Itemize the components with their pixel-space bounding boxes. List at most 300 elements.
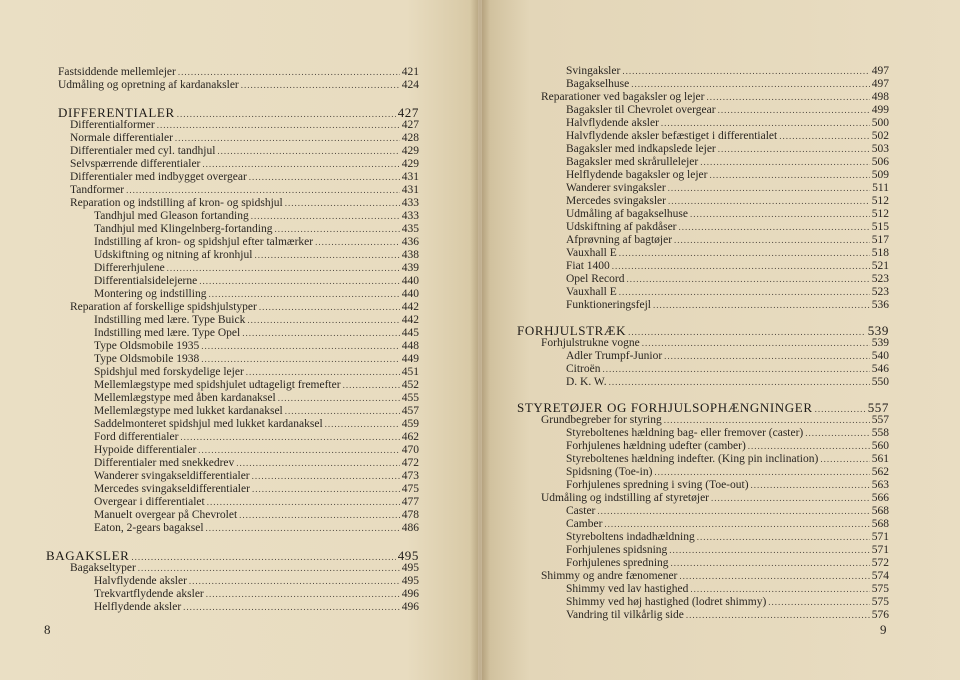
left-toc-entry [94, 288, 419, 301]
toc-entry-page: 445 [401, 327, 419, 339]
left-toc-entry [58, 66, 419, 79]
toc-entry-page: 515 [871, 221, 889, 233]
toc-entry-label: Bagaksler til Chevrolet overgear [566, 104, 716, 116]
right-toc-entry [566, 466, 889, 479]
left-toc-entry [70, 145, 419, 158]
toc-entry-page: 498 [871, 91, 889, 103]
toc-leader-dots [138, 562, 400, 575]
toc-leader-dots [246, 366, 400, 379]
toc-entry-page: 459 [401, 418, 419, 430]
toc-entry-page: 575 [871, 583, 889, 595]
right-toc-entry [566, 363, 889, 376]
toc-entry-page: 575 [871, 596, 889, 608]
toc-entry-page: 539 [871, 337, 889, 349]
toc-leader-dots [183, 601, 400, 614]
toc-entry-label: Bagakseltyper [70, 562, 136, 574]
right-toc-entry [566, 557, 889, 570]
toc-entry-page: 523 [871, 286, 889, 298]
right-toc-entry [566, 505, 889, 518]
toc-entry-label: Tandhjul med Klingelnberg-fortanding [94, 223, 273, 235]
toc-entry-label: Shimmy ved lav hastighed [566, 583, 689, 595]
toc-entry-page: 455 [401, 392, 419, 404]
toc-entry-label: Differentialer med cyl. tandhjul [70, 145, 216, 157]
toc-leader-dots [206, 522, 400, 535]
toc-leader-dots [252, 470, 400, 483]
toc-entry-label: Differentialer med snekkedrev [94, 457, 235, 469]
toc-leader-dots [779, 130, 870, 143]
right-toc-entry [566, 531, 889, 544]
right-toc-entry [566, 65, 889, 78]
toc-entry-page: 566 [871, 492, 889, 504]
left-toc-entry [94, 379, 419, 392]
toc-entry-page: 518 [871, 247, 889, 259]
toc-entry-label: Mercedes svingakseldifferentialer [94, 483, 250, 495]
toc-leader-dots [315, 236, 400, 249]
toc-entry-page: 539 [867, 323, 889, 338]
left-toc-entry [94, 327, 419, 340]
toc-leader-dots [180, 431, 399, 444]
toc-entry-label: Spidshjul med forskydelige lejer [94, 366, 244, 378]
toc-entry-page: 572 [871, 557, 889, 569]
toc-leader-dots [157, 119, 400, 132]
toc-leader-dots [661, 117, 870, 130]
toc-leader-dots [700, 156, 870, 169]
toc-entry-label: Reparation og indstilling af kron- og spidshjul [70, 197, 283, 209]
toc-entry-label: Differentialsidelejerne [94, 275, 198, 287]
toc-leader-dots [612, 260, 870, 273]
toc-entry-label: Caster [566, 505, 596, 517]
toc-leader-dots [597, 505, 869, 518]
toc-leader-dots [201, 353, 400, 366]
toc-entry-page: 557 [871, 414, 889, 426]
toc-leader-dots [631, 78, 870, 91]
left-toc-entry [70, 171, 419, 184]
left-toc-entry [94, 366, 419, 379]
left-toc-entry [94, 575, 419, 588]
toc-leader-dots [805, 427, 869, 440]
left-toc-entry [70, 132, 419, 145]
left-toc-entry [94, 249, 419, 262]
left-toc-entry [94, 444, 419, 457]
toc-leader-dots [206, 588, 400, 601]
toc-entry-label: Udskiftning af pakdåser [566, 221, 677, 233]
toc-leader-dots [175, 132, 400, 145]
left-toc-entry [94, 470, 419, 483]
toc-leader-dots [236, 457, 399, 470]
toc-entry-label: Tandformer [70, 184, 125, 196]
toc-leader-dots [178, 66, 400, 79]
toc-entry-label: Fastsiddende mellemlejer [58, 66, 176, 78]
toc-entry-page: 560 [871, 440, 889, 452]
toc-entry-label: Udmåling og opretning af kardanaksler [58, 79, 239, 91]
left-toc-entry [94, 509, 419, 522]
toc-entry-label: DIFFERENTIALER [58, 105, 175, 120]
toc-entry-page: 435 [401, 223, 419, 235]
toc-entry-label: Type Oldsmobile 1938 [94, 353, 200, 365]
toc-leader-dots [706, 91, 869, 104]
toc-leader-dots [653, 299, 870, 312]
toc-entry-page: 438 [401, 249, 419, 261]
toc-leader-dots [343, 379, 400, 392]
toc-entry-page: 574 [871, 570, 889, 582]
toc-entry-label: Halvflydende aksler befæstiget i differentialet [566, 130, 778, 142]
toc-entry-label: Udskiftning og nitning af kronhjul [94, 249, 253, 261]
toc-entry-page: 523 [871, 273, 889, 285]
toc-leader-dots [241, 79, 400, 92]
toc-entry-label: Styreboltenes hældning indefter. (King pin inclination) [566, 453, 819, 465]
right-toc-entry [566, 117, 889, 130]
toc-entry-label: Ford differentialer [94, 431, 179, 443]
left-toc-entry [94, 210, 419, 223]
toc-entry-label: Forhjulenes spredning i sving (Toe-out) [566, 479, 749, 491]
toc-entry-page: 500 [871, 117, 889, 129]
toc-entry-label: Styreboltens indadhældning [566, 531, 695, 543]
toc-leader-dots [259, 301, 400, 314]
toc-entry-label: Afprøvning af bagtøjer [566, 234, 673, 246]
toc-entry-label: Grundbegreber for styring [541, 414, 662, 426]
toc-leader-dots [679, 221, 870, 234]
toc-entry-page: 509 [871, 169, 889, 181]
toc-leader-dots [126, 184, 400, 197]
right-toc-entry [566, 583, 889, 596]
right-toc-entry [566, 440, 889, 453]
toc-leader-dots [619, 247, 870, 260]
toc-leader-dots [751, 479, 870, 492]
toc-leader-dots [239, 509, 400, 522]
left-toc-entry [94, 457, 419, 470]
right-toc-entry [566, 156, 889, 169]
right-toc-entry [566, 544, 889, 557]
toc-leader-dots [654, 466, 869, 479]
toc-entry-label: Citroën [566, 363, 601, 375]
right-toc-entry [566, 195, 889, 208]
toc-entry-label: Forhjulenes spidsning [566, 544, 668, 556]
toc-entry-page: 470 [401, 444, 419, 456]
toc-entry-page: 427 [401, 119, 419, 131]
toc-entry-label: Saddelmonteret spidshjul med lukket kardanaksel [94, 418, 323, 430]
toc-entry-page: 496 [401, 588, 419, 600]
left-toc-entry [94, 483, 419, 496]
toc-leader-dots [668, 195, 870, 208]
toc-entry-page: 424 [401, 79, 419, 91]
toc-entry-page: 576 [871, 609, 889, 621]
toc-entry-page: 472 [401, 457, 419, 469]
toc-entry-page: 442 [401, 301, 419, 313]
toc-entry-label: Bagaksler med skrårullelejer [566, 156, 699, 168]
toc-leader-dots [247, 314, 399, 327]
toc-entry-label: Udmåling af bagakselhuse [566, 208, 688, 220]
toc-leader-dots [242, 327, 400, 340]
page-number-right: 9 [880, 622, 887, 637]
left-toc-entry [94, 353, 419, 366]
toc-entry-page: 503 [871, 143, 889, 155]
toc-entry-page: 517 [871, 234, 889, 246]
toc-entry-label: Adler Trumpf-Junior [566, 350, 663, 362]
right-toc-entry [566, 376, 889, 389]
toc-leader-dots [622, 65, 869, 78]
toc-leader-dots [626, 273, 869, 286]
left-toc-entry [94, 601, 419, 614]
toc-entry-label: Normale differentialer [70, 132, 173, 144]
left-toc-entry [94, 275, 419, 288]
toc-entry-page: 571 [871, 531, 889, 543]
toc-leader-dots [690, 583, 869, 596]
toc-entry-page: 521 [871, 260, 889, 272]
toc-leader-dots [249, 171, 400, 184]
right-toc-entry [566, 518, 889, 531]
right-toc-entry [566, 273, 889, 286]
toc-entry-label: Reparationer ved bagaksler og lejer [541, 91, 705, 103]
toc-entry-page: 563 [871, 479, 889, 491]
toc-leader-dots [251, 210, 400, 223]
toc-entry-page: 536 [871, 299, 889, 311]
toc-entry-label: Indstilling med lære. Type Opel [94, 327, 241, 339]
right-toc-entry [566, 182, 889, 195]
toc-leader-dots [199, 275, 400, 288]
toc-leader-dots [167, 262, 400, 275]
toc-leader-dots [274, 223, 399, 236]
toc-leader-dots [674, 234, 870, 247]
toc-entry-label: Indstilling af kron- og spidshjul efter talmærker [94, 236, 314, 248]
toc-entry-label: Helflydende bagaksler og lejer [566, 169, 708, 181]
toc-leader-dots [748, 440, 870, 453]
toc-entry-page: 512 [871, 195, 889, 207]
toc-entry-label: Vauxhall E [566, 286, 617, 298]
toc-leader-dots [217, 145, 399, 158]
toc-entry-label: Styreboltenes hældning bag- eller fremover (caster) [566, 427, 804, 439]
right-toc-entry [566, 299, 889, 312]
toc-entry-page: 511 [872, 182, 889, 194]
right-toc-entry [566, 350, 889, 363]
toc-entry-page: 439 [401, 262, 419, 274]
toc-leader-dots [278, 392, 400, 405]
toc-entry-label: BAGAKSLER [46, 548, 130, 563]
toc-entry-label: Wanderer svingakseldifferentialer [94, 470, 250, 482]
right-toc-entry [566, 78, 889, 91]
right-toc-entry [566, 169, 889, 182]
left-toc-entry [94, 314, 419, 327]
left-toc-entry [94, 236, 419, 249]
right-toc-entry [541, 570, 889, 583]
toc-entry-page: 512 [871, 208, 889, 220]
right-toc-entry [566, 596, 889, 609]
toc-entry-page: 451 [401, 366, 419, 378]
toc-leader-dots [252, 483, 400, 496]
toc-leader-dots [679, 570, 869, 583]
toc-entry-page: 497 [871, 78, 889, 90]
left-toc-entry [94, 340, 419, 353]
toc-entry-label: Spidsning (Toe-in) [566, 466, 653, 478]
toc-entry-label: FORHJULSTRÆK [517, 323, 627, 338]
toc-entry-page: 431 [401, 171, 419, 183]
toc-entry-label: Differentialformer [70, 119, 155, 131]
toc-entry-label: Vandring til vilkårlig side [566, 609, 684, 621]
toc-entry-page: 478 [401, 509, 419, 521]
toc-entry-page: 502 [871, 130, 889, 142]
toc-entry-label: Udmåling og indstilling af styretøjer [541, 492, 710, 504]
toc-entry-label: Shimmy ved høj hastighed (lodret shimmy) [566, 596, 767, 608]
page-number-left: 8 [44, 622, 51, 637]
toc-leader-dots [718, 104, 870, 117]
toc-entry-page: 546 [871, 363, 889, 375]
right-toc-entry [566, 104, 889, 117]
right-toc-entry [566, 221, 889, 234]
toc-entry-label: Selvspærrende differentialer [70, 158, 201, 170]
left-toc-entry [94, 588, 419, 601]
toc-entry-label: Hypoide differentialer [94, 444, 197, 456]
toc-entry-page: 429 [401, 158, 419, 170]
toc-entry-label: Trekvartflydende aksler [94, 588, 204, 600]
toc-leader-dots [697, 531, 870, 544]
toc-entry-label: Halvflydende aksler [94, 575, 187, 587]
toc-entry-label: Camber [566, 518, 603, 530]
right-toc-entry [566, 427, 889, 440]
toc-entry-page: 568 [871, 505, 889, 517]
left-toc-entry [94, 522, 419, 535]
book-gutter [470, 0, 490, 680]
toc-leader-dots [820, 453, 869, 466]
toc-entry-label: Vauxhall E [566, 247, 617, 259]
toc-leader-dots [642, 337, 870, 350]
toc-entry-page: 495 [401, 575, 419, 587]
toc-entry-label: Fiat 1400 [566, 260, 610, 272]
toc-leader-dots [604, 518, 869, 531]
toc-entry-page: 433 [401, 197, 419, 209]
toc-entry-page: 475 [401, 483, 419, 495]
left-toc-entry [94, 431, 419, 444]
toc-entry-page: 506 [871, 156, 889, 168]
toc-leader-dots [189, 575, 400, 588]
right-toc-entry [541, 414, 889, 427]
left-toc-entry [70, 562, 419, 575]
toc-entry-label: Wanderer svingaksler [566, 182, 666, 194]
toc-entry-label: Eaton, 2-gears bagaksel [94, 522, 204, 534]
left-toc-entry [94, 418, 419, 431]
toc-entry-page: 473 [401, 470, 419, 482]
toc-entry-label: Forhjulenes spredning [566, 557, 669, 569]
right-toc-entry [541, 337, 889, 350]
toc-entry-label: Mellemlægstype med åben kardanaksel [94, 392, 276, 404]
toc-leader-dots [285, 197, 400, 210]
toc-entry-label: Forhjulenes hældning udefter (camber) [566, 440, 746, 452]
toc-entry-page: 428 [401, 132, 419, 144]
toc-leader-dots [254, 249, 399, 262]
toc-entry-label: Shimmy og andre fænomener [541, 570, 678, 582]
toc-entry-page: 448 [401, 340, 419, 352]
left-toc-entry [70, 197, 419, 210]
toc-entry-label: Mellemlægstype med lukket kardanaksel [94, 405, 283, 417]
right-toc-entry [566, 260, 889, 273]
toc-leader-dots [207, 496, 400, 509]
toc-entry-page: 449 [401, 353, 419, 365]
left-toc-entry [70, 301, 419, 314]
toc-entry-page: 568 [871, 518, 889, 530]
toc-leader-dots [718, 143, 870, 156]
toc-entry-label: Bagaksler med indkapslede lejer [566, 143, 716, 155]
toc-leader-dots [285, 405, 400, 418]
toc-leader-dots [671, 557, 870, 570]
toc-entry-label: Bagakselhuse [566, 78, 630, 90]
right-toc-entry [566, 234, 889, 247]
toc-entry-label: Opel Record [566, 273, 625, 285]
right-toc-entry [566, 208, 889, 221]
toc-entry-label: Mellemlægstype med spidshjulet udtageligt fremefter [94, 379, 341, 391]
toc-leader-dots [325, 418, 400, 431]
toc-leader-dots [201, 340, 400, 353]
left-toc-entry [70, 119, 419, 132]
toc-entry-label: STYRETØJER OG FORHJULSOPHÆNGNINGER [517, 400, 813, 415]
right-toc-entry [566, 130, 889, 143]
toc-entry-page: 436 [401, 236, 419, 248]
toc-entry-page: 557 [867, 400, 889, 415]
right-toc-entry [566, 143, 889, 156]
toc-entry-label: Mercedes svingaksler [566, 195, 666, 207]
toc-entry-label: Tandhjul med Gleason fortanding [94, 210, 249, 222]
toc-leader-dots [208, 288, 399, 301]
toc-leader-dots [202, 158, 399, 171]
toc-entry-label: Forhjulstrukne vogne [541, 337, 640, 349]
toc-entry-page: 571 [871, 544, 889, 556]
toc-entry-page: 562 [871, 466, 889, 478]
toc-entry-page: 486 [401, 522, 419, 534]
toc-entry-page: 442 [401, 314, 419, 326]
toc-leader-dots [603, 363, 870, 376]
toc-leader-dots [709, 169, 869, 182]
toc-entry-page: 540 [871, 350, 889, 362]
toc-leader-dots [711, 492, 870, 505]
toc-entry-page: 431 [401, 184, 419, 196]
toc-entry-page: 440 [401, 275, 419, 287]
toc-leader-dots [609, 376, 870, 389]
toc-entry-page: 496 [401, 601, 419, 613]
toc-entry-page: 550 [871, 376, 889, 388]
right-toc-entry [566, 609, 889, 622]
toc-entry-label: Halvflydende aksler [566, 117, 659, 129]
right-toc-entry [541, 492, 889, 505]
toc-leader-dots [198, 444, 399, 457]
toc-entry-page: 452 [401, 379, 419, 391]
toc-entry-page: 429 [401, 145, 419, 157]
left-toc-entry [58, 79, 419, 92]
toc-leader-dots [668, 182, 871, 195]
left-toc-entry [94, 392, 419, 405]
toc-entry-page: 561 [871, 453, 889, 465]
toc-entry-page: 558 [871, 427, 889, 439]
toc-entry-label: Overgear i differentialet [94, 496, 205, 508]
toc-entry-page: 462 [401, 431, 419, 443]
toc-entry-page: 457 [401, 405, 419, 417]
left-toc-entry [94, 223, 419, 236]
left-toc-entry [70, 184, 419, 197]
toc-entry-label: D. K. W. [566, 376, 607, 388]
toc-entry-label: Differerhjulene [94, 262, 165, 274]
right-toc-entry [566, 453, 889, 466]
right-toc-entry [566, 286, 889, 299]
toc-entry-page: 495 [401, 562, 419, 574]
toc-entry-page: 421 [401, 66, 419, 78]
toc-entry-page: 499 [871, 104, 889, 116]
toc-entry-label: Type Oldsmobile 1935 [94, 340, 200, 352]
toc-entry-page: 433 [401, 210, 419, 222]
toc-leader-dots [690, 208, 870, 221]
toc-leader-dots [669, 544, 869, 557]
toc-leader-dots [664, 350, 870, 363]
toc-entry-page: 477 [401, 496, 419, 508]
toc-entry-page: 440 [401, 288, 419, 300]
toc-entry-label: Reparation af forskellige spidshjulstyper [70, 301, 257, 313]
toc-leader-dots [686, 609, 870, 622]
toc-leader-dots [619, 286, 870, 299]
